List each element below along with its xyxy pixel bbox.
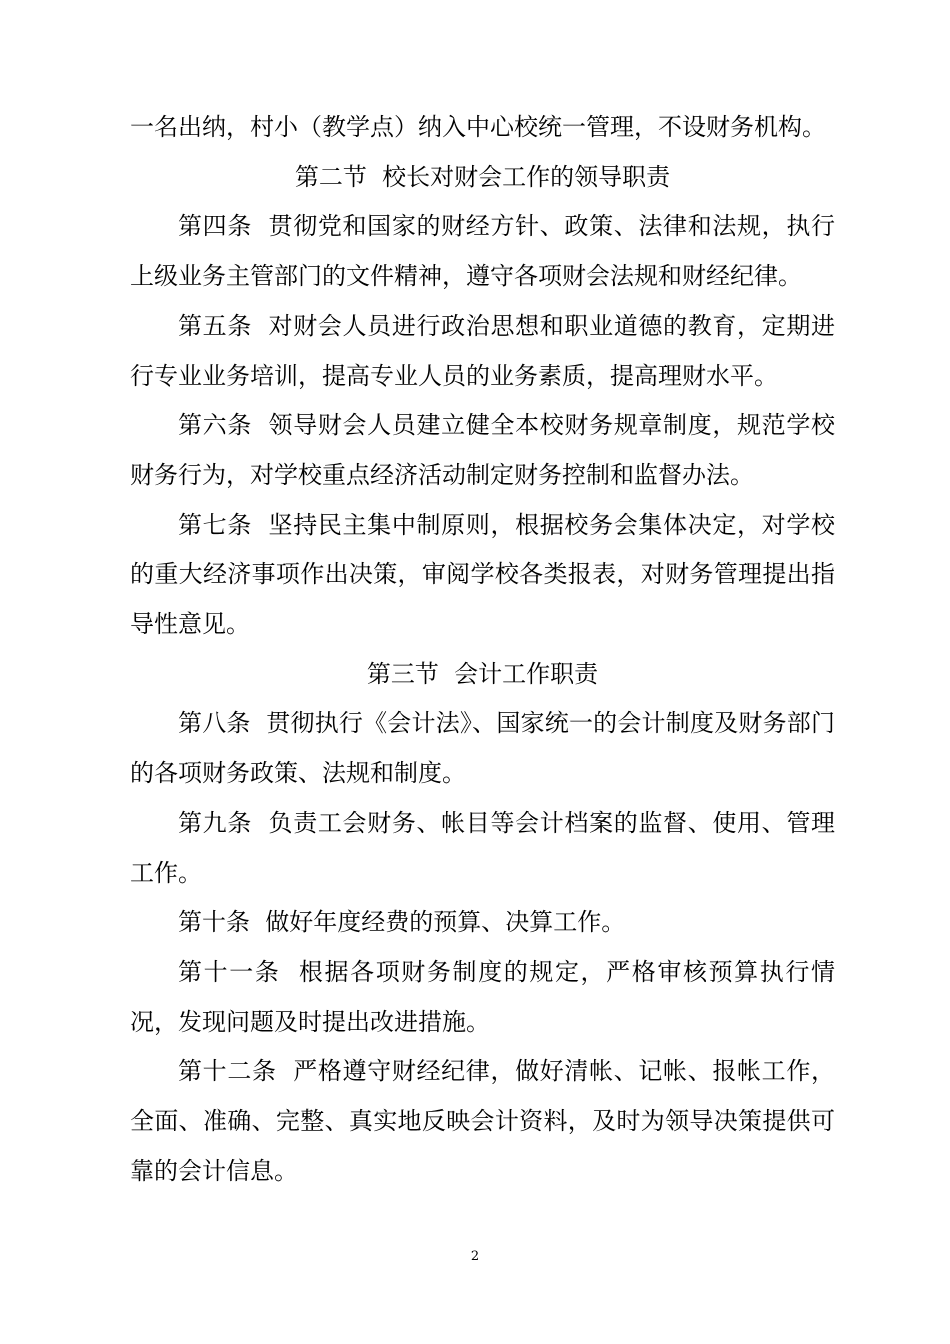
- article-12: 第十二条 严格遵守财经纪律，做好清帐、记帐、报帐工作，全面、准确、完整、真实地反映会计资料，及时为领导决策提供可靠的会计信息。: [130, 1057, 835, 1185]
- article-6: 第六条 领导财会人员建立健全本校财务规章制度，规范学校财务行为，对学校重点经济活动制定财务控制和监督办法。: [130, 411, 835, 489]
- article-7: 第七条 坚持民主集中制原则，根据校务会集体决定，对学校的重大经济事项作出决策，审阅学校各类报表，对财务管理提出指导性意见。: [130, 510, 835, 639]
- article-4: 第四条 贯彻党和国家的财经方针、政策、法律和法规，执行上级业务主管部门的文件精神，遵守各项财会法规和财经纪律。: [130, 212, 835, 291]
- page-number: 2: [470, 1249, 480, 1264]
- article-10: 第十条 做好年度经费的预算、决算工作。: [178, 908, 626, 937]
- article-8: 第八条 贯彻执行《会计法》、国家统一的会计制度及财务部门的各项财务政策、法规和制度。: [130, 709, 835, 788]
- document-body: [130, 103, 835, 1196]
- article-5: 第五条 对财会人员进行政治思想和职业道德的教育，定期进行专业业务培训，提高专业人员的业务素质，提高理财水平。: [130, 311, 835, 390]
- section-heading-3: 第三节 会计工作职责: [366, 659, 599, 688]
- paragraph-continuation: 一名出纳，村小（教学点）纳入中心校统一管理，不设财务机构。: [130, 113, 826, 141]
- article-9: 第九条 负责工会财务、帐目等会计档案的监督、使用、管理工作。: [130, 808, 835, 887]
- section-heading-2: 第二节 校长对财会工作的领导职责: [294, 162, 671, 191]
- article-11: 第十一条 根据各项财务制度的规定，严格审核预算执行情况，发现问题及时提出改进措施。: [130, 957, 835, 1036]
